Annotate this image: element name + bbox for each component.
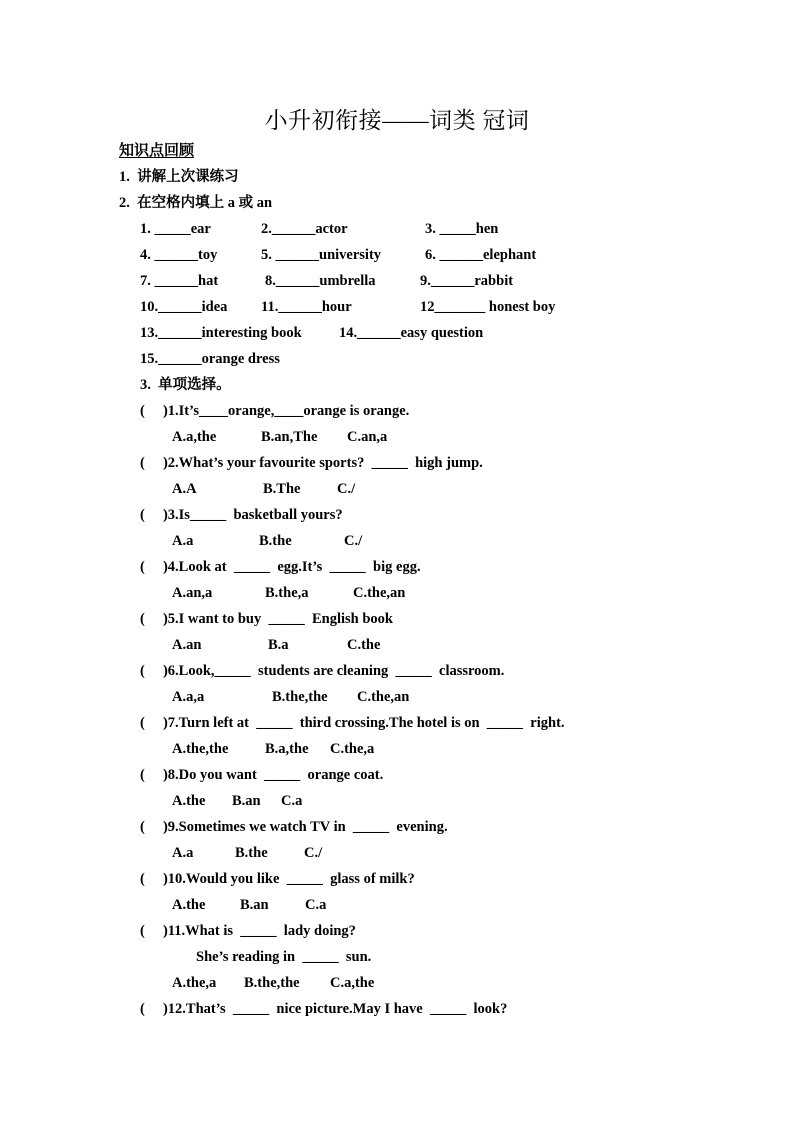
fill-item: 8.______umbrella (265, 273, 376, 289)
option: B.The (263, 481, 301, 497)
fill-item: 12_______ honest boy (420, 299, 556, 315)
fill-item: 1. _____ear (140, 221, 211, 237)
option: A.A (172, 481, 197, 497)
option: C.the,an (357, 689, 410, 705)
option: A.the (172, 897, 206, 913)
option: A.an,a (172, 585, 213, 601)
fill-item: 3. _____hen (425, 221, 499, 237)
question: ( )3.Is_____ basketball yours? (140, 507, 343, 523)
question: ( )9.Sometimes we watch TV in _____ evening. (140, 819, 448, 835)
option: B.an (232, 793, 261, 809)
option: C.the,a (330, 741, 375, 757)
fill-item: 4. ______toy (140, 247, 218, 263)
fill-item: 14.______easy question (339, 325, 484, 341)
question: ( )1.It’s____orange,____orange is orange. (140, 403, 410, 419)
option: C.a,the (330, 975, 375, 991)
fill-item: 6. ______elephant (425, 247, 537, 263)
option: A.a (172, 533, 194, 549)
question: ( )5.I want to buy _____ English book (140, 611, 393, 627)
option: B.the (235, 845, 268, 861)
option: B.the,the (272, 689, 328, 705)
option: B.an,The (261, 429, 318, 445)
option: B.a (268, 637, 289, 653)
option: A.the,a (172, 975, 217, 991)
option: A.the (172, 793, 206, 809)
question: ( )6.Look,_____ students are cleaning _____ classroom. (140, 663, 505, 679)
option: B.the,the (244, 975, 300, 991)
option: A.a,a (172, 689, 205, 705)
page-title: 小升初衔接——词类 冠词 (264, 108, 530, 133)
question: ( )2.What’s your favourite sports? _____ high jump. (140, 455, 483, 471)
option: C.a (305, 897, 327, 913)
item-2: 2. 在空格内填上 a 或 an (119, 195, 273, 211)
item-1: 1. 讲解上次课练习 (119, 169, 239, 185)
option: C./ (344, 533, 363, 549)
question: ( )11.What is _____ lady doing? (140, 923, 356, 939)
option: A.a (172, 845, 194, 861)
option: C./ (304, 845, 323, 861)
option: A.the,the (172, 741, 229, 757)
option: A.a,the (172, 429, 217, 445)
option: B.the,a (265, 585, 309, 601)
option: B.the (259, 533, 292, 549)
fill-item: 2.______actor (261, 221, 348, 237)
fill-item: 15.______orange dress (140, 351, 280, 367)
option: C.a (281, 793, 303, 809)
fill-item: 13.______interesting book (140, 325, 302, 341)
option: B.an (240, 897, 269, 913)
question: ( )4.Look at _____ egg.It’s _____ big egg. (140, 559, 421, 575)
option: B.a,the (265, 741, 309, 757)
option: C.the,an (353, 585, 406, 601)
question-subline: She’s reading in _____ sun. (196, 949, 372, 965)
fill-item: 9.______rabbit (420, 273, 514, 289)
option: C.the (347, 637, 381, 653)
question: ( )7.Turn left at _____ third crossing.The hotel is on _____ right. (140, 715, 565, 731)
fill-item: 7. ______hat (140, 273, 219, 289)
fill-item: 11.______hour (261, 299, 352, 315)
item-3: 3. 单项选择。 (140, 377, 231, 393)
section-heading: 知识点回顾 (119, 143, 195, 159)
question: ( )10.Would you like _____ glass of milk? (140, 871, 415, 887)
fill-item: 10.______idea (140, 299, 228, 315)
option: C.an,a (347, 429, 388, 445)
question: ( )8.Do you want _____ orange coat. (140, 767, 384, 783)
question: ( )12.That’s _____ nice picture.May I have _____ look? (140, 1001, 508, 1017)
fill-item: 5. ______university (261, 247, 382, 263)
option: C./ (337, 481, 356, 497)
option: A.an (172, 637, 202, 653)
